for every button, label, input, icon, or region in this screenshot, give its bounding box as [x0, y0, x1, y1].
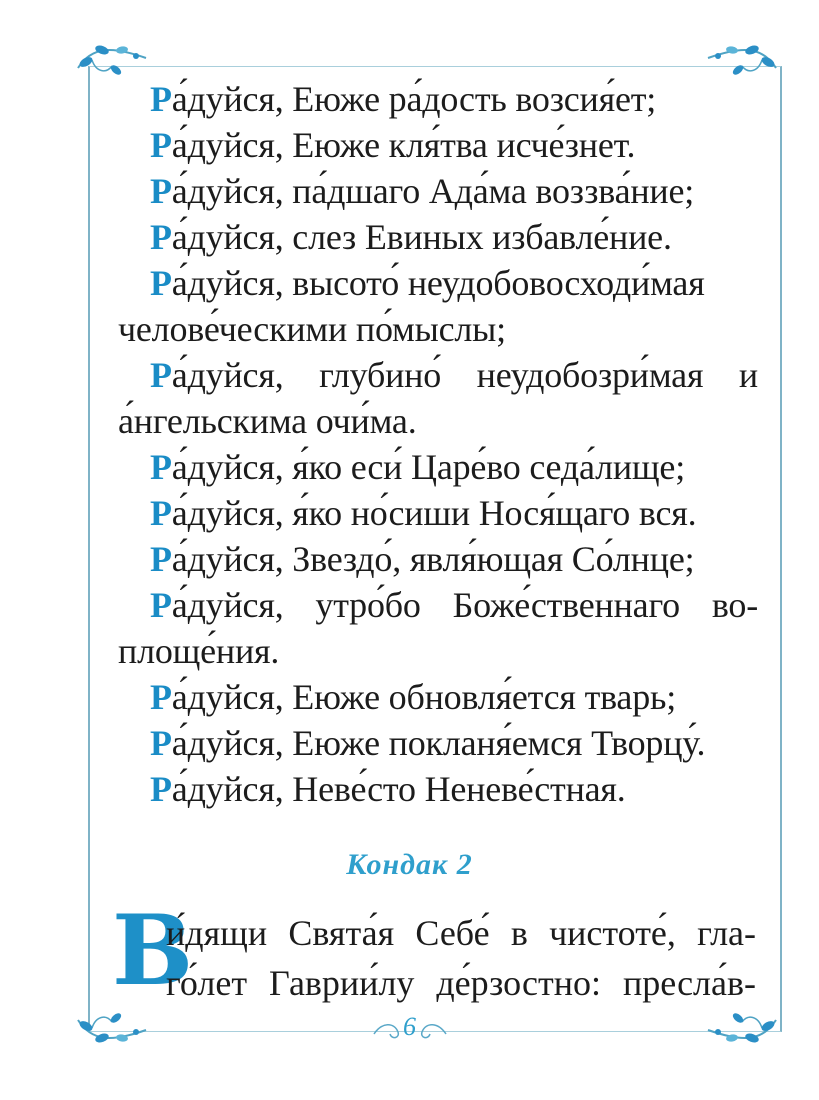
drop-cap: В — [112, 894, 194, 1007]
stanza-text: а́дуйся, глубино́ неудобозри́мая и — [171, 355, 758, 395]
stanza-line — [118, 76, 758, 122]
stanza-initial: Р — [150, 79, 172, 119]
stanza-initial: Р — [150, 677, 172, 717]
stanza-line — [118, 398, 758, 444]
stanza-initial: Р — [150, 447, 172, 487]
stanza-initial: Р — [150, 217, 172, 257]
stanza-initial: Р — [150, 125, 172, 165]
stanza-text: а́дуйся, я́ко но́сиши Нося́щаго вся. — [171, 493, 697, 533]
stanza-text: а́дуйся, Неве́сто Неневе́стная. — [171, 769, 626, 809]
stanza-line — [118, 628, 758, 674]
stanza-text: а́дуйся, Еюже обновля́ется тварь; — [171, 677, 677, 717]
stanza-text: а́дуйся, Еюже кля́тва исче́знет. — [171, 125, 636, 165]
stanza-initial: Р — [150, 769, 172, 809]
stanza-line — [118, 352, 758, 398]
stanza-text: а́дуйся, Звездо́, явля́ющая Со́лнце; — [171, 539, 695, 579]
stanza-initial: Р — [150, 171, 172, 211]
stanza-line — [118, 766, 758, 812]
stanza-line — [118, 214, 758, 260]
stanza-text: площе́ния. — [118, 631, 280, 671]
stanza-line — [118, 260, 758, 306]
kontakion-line-1: и́дящи Свята́я Себе́ в чистоте́, гла- — [166, 913, 756, 953]
stanza-text: а́дуйся, Еюже покланя́емся Творцу́. — [171, 723, 706, 763]
stanza-initial: Р — [150, 539, 172, 579]
stanza-line — [118, 674, 758, 720]
stanza-text: а́дуйся, я́ко еси́ Царе́во седа́лище; — [171, 447, 686, 487]
stanza-text: а́дуйся, высото́ неудобовосходи́мая — [171, 263, 705, 303]
stanza-initial: Р — [150, 355, 172, 395]
stanza-line — [118, 168, 758, 214]
stanza-text: а́дуйся, утро́бо Боже́ственнаго во- — [171, 585, 758, 625]
stanza-text: а́дуйся, Еюже ра́дость возсия́ет; — [171, 79, 657, 119]
stanza-initial: Р — [150, 585, 172, 625]
stanza-line — [118, 720, 758, 766]
stanza-line — [118, 536, 758, 582]
stanza-text: а́дуйся, па́дшаго Ада́ма воззва́ние; — [171, 171, 695, 211]
stanza-line — [118, 306, 758, 352]
stanza-line — [118, 582, 758, 628]
kontakion-heading: Кондак 2 — [346, 848, 473, 881]
stanza-initial: Р — [150, 493, 172, 533]
stanza-line — [118, 122, 758, 168]
page-number: 6 — [403, 1012, 416, 1041]
stanza-text: а́дуйся, слез Евиных избавле́ние. — [171, 217, 672, 257]
stanza-line — [118, 444, 758, 490]
kontakion-line-2: го́лет Гаврии́лу де́рзостно: пресла́в- — [166, 963, 756, 1003]
stanza-line — [118, 490, 758, 536]
stanza-text: а́нгельскима очи́ма. — [118, 401, 417, 441]
stanza-text: челове́ческими по́мыслы; — [118, 309, 506, 349]
stanza-lines — [118, 76, 758, 812]
stanza-initial: Р — [150, 263, 172, 303]
stanza-initial: Р — [150, 723, 172, 763]
